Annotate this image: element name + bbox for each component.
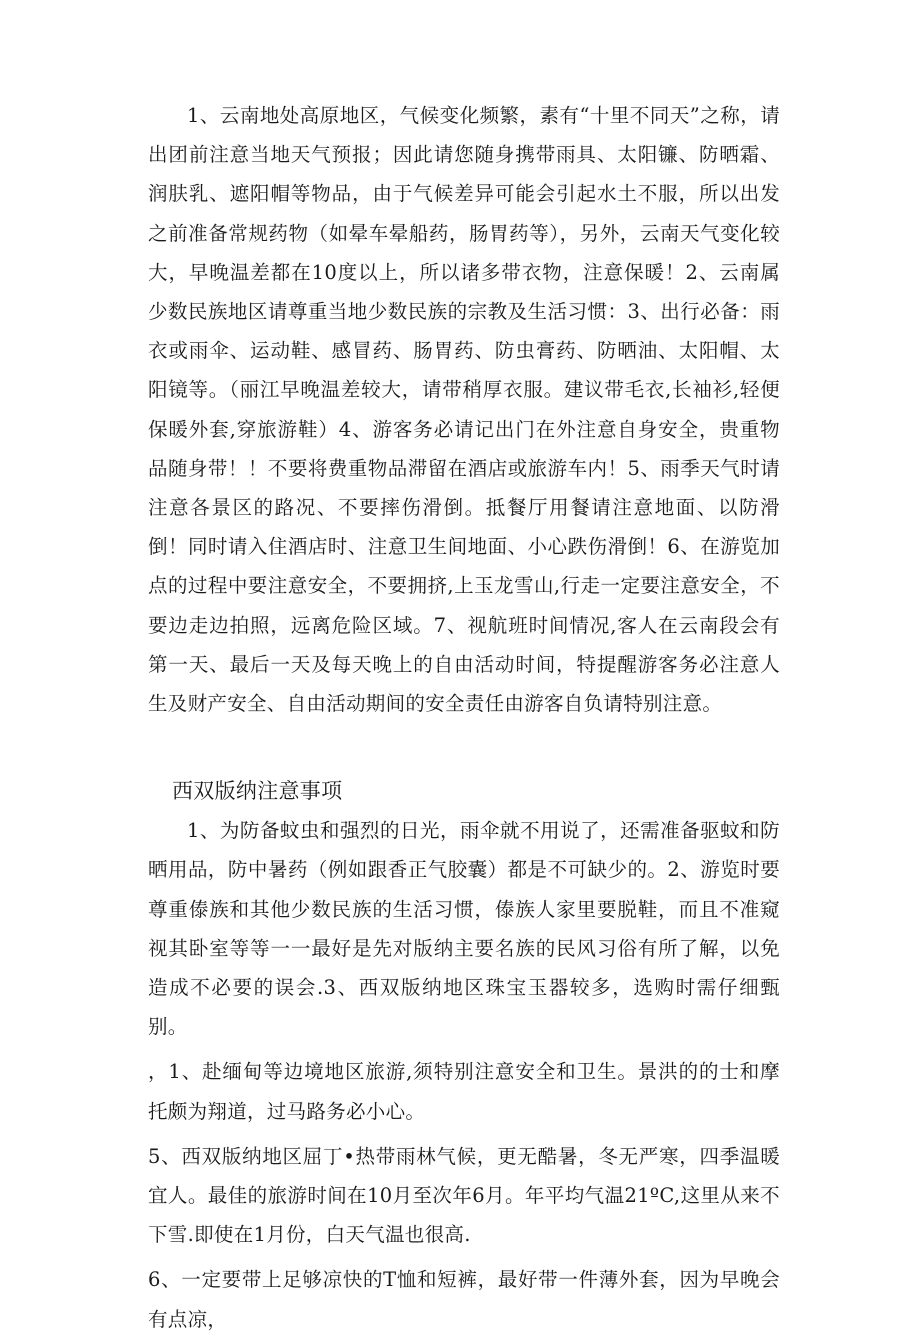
xishuangbanna-notes-paragraph-2: ，1、赴缅甸等边境地区旅游,须特别注意安全和卫生。景洪的的士和摩托颇为翔道，过马路务必小心。	[148, 1060, 780, 1123]
xishuangbanna-notes-paragraph-3: 5、西双版纳地区屈丁•热带雨林气候，更无酷暑，冬无严寒，四季温暖宜人。最佳的旅游时间在10月至次年6月。年平均气温21ºC,这里从来不下雪.即使在1月份，白天气温也很高.	[148, 1144, 780, 1247]
xishuangbanna-notes-paragraph-4: 6、一定要带上足够凉快的T恤和短裤，最好带一件薄外套，因为早晚会有点凉，	[148, 1268, 780, 1331]
xishuangbanna-notes-paragraph-1: 1、为防备蚊虫和强烈的日光，雨伞就不用说了，还需准备驱蚊和防晒用品，防中暑药（例如跟香正气胶囊）都是不可缺少的。2、游览时要尊重傣族和其他少数民族的生活习惯，傣族人家里要脱鞋，而且不准窥视其卧室等等一一最好是先对版纳主要名族的民风习俗有所了解，以免造成不必要的误会.3、西双版纳地区珠宝玉器较多，选购时需仔细甄别。	[148, 819, 780, 1039]
xishuangbanna-section-title: 西双版纳注意事项	[172, 779, 343, 804]
yunnan-travel-notes-paragraph: 1、云南地处高原地区，气候变化频繁，素有“十里不同天”之称，请出团前注意当地天气预报；因此请您随身携带雨具、太阳镰、防晒霜、润肤乳、遮阳帽等物品，由于气候差异可能会引起水土不服，所以出发之前准备常规药物（如晕车晕船药，肠胃药等），另外，云南天气变化较大，早晚温差都在10度以上，所以诸多带衣物，注意保暖！2、云南属少数民族地区请尊重当地少数民族的宗教及生活习惯：3、出行必备：雨衣或雨伞、运动鞋、感冒药、肠胃药、防虫膏药、防晒油、太阳帽、太阳镜等。（丽江早晚温差较大，请带稍厚衣服。建议带毛衣,长袖衫,轻便保暖外套,穿旅游鞋）4、游客务必请记出门在外注意自身安全，贵重物品随身带！！不要将费重物品滞留在酒店或旅游车内！5、雨季天气时请注意各景区的路况、不要摔伤滑倒。抵餐厅用餐请注意地面、以防滑倒！同时请入住酒店时、注意卫生间地面、小心跌伤滑倒！6、在游览加点的过程中要注意安全，不要拥挤,上玉龙雪山,行走一定要注意安全，不要边走边拍照，远离危险区域。7、视航班时间情况,客人在云南段会有第一天、最后一天及每天晚上的自由活动时间，特提醒游客务必注意人生及财产安全、自由活动期间的安全责任由游客自负请特别注意。	[148, 104, 780, 716]
